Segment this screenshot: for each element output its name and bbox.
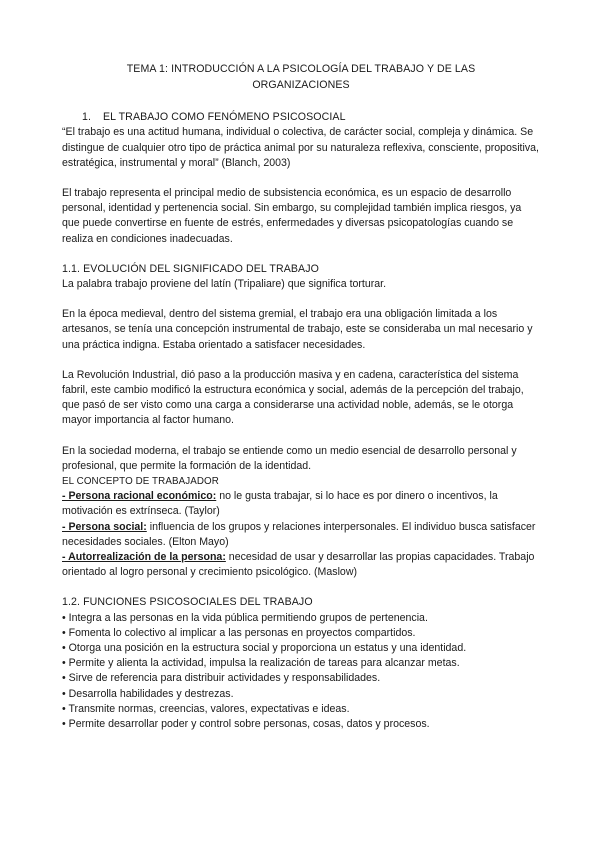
worker-concept-text-1: no le gusta trabajar, si lo hace es por dinero o incentivos, la motivación es extrínseca. (Taylor) <box>62 490 498 518</box>
list-item: • Sirve de referencia para distribuir actividades y responsabilidades. <box>62 672 381 685</box>
section-1-number: 1. <box>82 111 92 124</box>
section-1-1-paragraph-2: En la época medieval, dentro del sistema gremial, el trabajo era una obligación limitada a los artesanos, se tenía una concepción instrumental de trabajo, este se consideraba un mal necesario y una práctica indigna. Estaba orientado a satisfacer necesidades. <box>62 308 533 351</box>
list-item: • Otorga una posición en la estructura social y proporciona un estatus y una identidad. <box>62 642 467 655</box>
document-page <box>62 62 540 732</box>
section-1-heading <box>62 110 540 125</box>
section-1-1-paragraph-4: En la sociedad moderna, el trabajo se entiende como un medio esencial de desarrollo personal y profesional, que permite la formación de la identidad. <box>62 444 517 472</box>
list-item: • Integra a las personas en la vida pública permitiendo grupos de pertenencia. <box>62 611 428 624</box>
list-item: • Transmite normas, creencias, valores, expectativas e ideas. <box>62 702 350 715</box>
list-item: • Permite desarrollar poder y control sobre personas, cosas, datos y procesos. <box>62 718 430 731</box>
section-1-paragraph: El trabajo representa el principal medio de subsistencia económica, es un espacio de desarrollo personal, identidad y pertenencia social. Sin embargo, su complejidad también implica riesgos, ya que puede convertirse en fuente de estrés, enfermedades y diversas psicopatologías cuando se realiza en condiciones inadecuadas. <box>62 187 522 245</box>
list-item: • Permite y alienta la actividad, impulsa la realización de tareas para alcanzar metas. <box>62 657 460 670</box>
list-item: • Desarrolla habilidades y destrezas. <box>62 687 234 700</box>
list-item: • Fomenta lo colectivo al implicar a las personas en proyectos compartidos. <box>62 626 416 639</box>
worker-concept-item-2 <box>62 520 540 550</box>
worker-concept-term-1: - Persona racional económico: <box>62 490 217 503</box>
worker-concept-term-3: - Autorrealización de la persona: <box>62 551 226 564</box>
title-line-2: ORGANIZACIONES <box>252 78 350 91</box>
section-1-2-heading: 1.2. FUNCIONES PSICOSOCIALES DEL TRABAJO <box>62 596 313 609</box>
functions-list <box>62 611 540 733</box>
worker-concept-item-1 <box>62 489 540 519</box>
section-1-1-heading: 1.1. EVOLUCIÓN DEL SIGNIFICADO DEL TRABAJO <box>62 262 319 275</box>
document-title <box>62 62 540 93</box>
section-1-title: EL TRABAJO COMO FENÓMENO PSICOSOCIAL <box>103 111 346 124</box>
worker-concept-item-3 <box>62 550 540 580</box>
blanch-quote: “El trabajo es una actitud humana, individual o colectiva, de carácter social, compleja y dinámica. Se distingue de cualquier otro tipo de práctica animal por su naturaleza reflexiva, consciente, propositiva, estratégica, instrumental y moral” (Blanch, 2003) <box>62 126 539 169</box>
section-1-1-paragraph-1: La palabra trabajo proviene del latín (Tripaliare) que significa torturar. <box>62 278 387 291</box>
worker-concept-text-3: necesidad de usar y desarrollar las propias capacidades. Trabajo orientado al logro personal y crecimiento psicológico. (Maslow) <box>62 551 535 579</box>
worker-concept-text-2: influencia de los grupos y relaciones interpersonales. El individuo busca satisfacer necesidades sociales. (Elton Mayo) <box>62 520 536 548</box>
worker-concept-term-2: - Persona social: <box>62 520 147 533</box>
title-line-1: TEMA 1: INTRODUCCIÓN A LA PSICOLOGÍA DEL TRABAJO Y DE LAS <box>126 63 476 75</box>
section-1-1-paragraph-3: La Revolución Industrial, dió paso a la producción masiva y en cadena, característica del sistema fabril, este cambio modificó la estructura económica y social, además de la percepción del trabajo, que pasó de ser visto como una carga a considerarse una actividad noble, además, se le otorga mayor importancia al factor humano. <box>62 368 524 427</box>
worker-concept-heading: EL CONCEPTO DE TRABAJADOR <box>62 476 219 488</box>
